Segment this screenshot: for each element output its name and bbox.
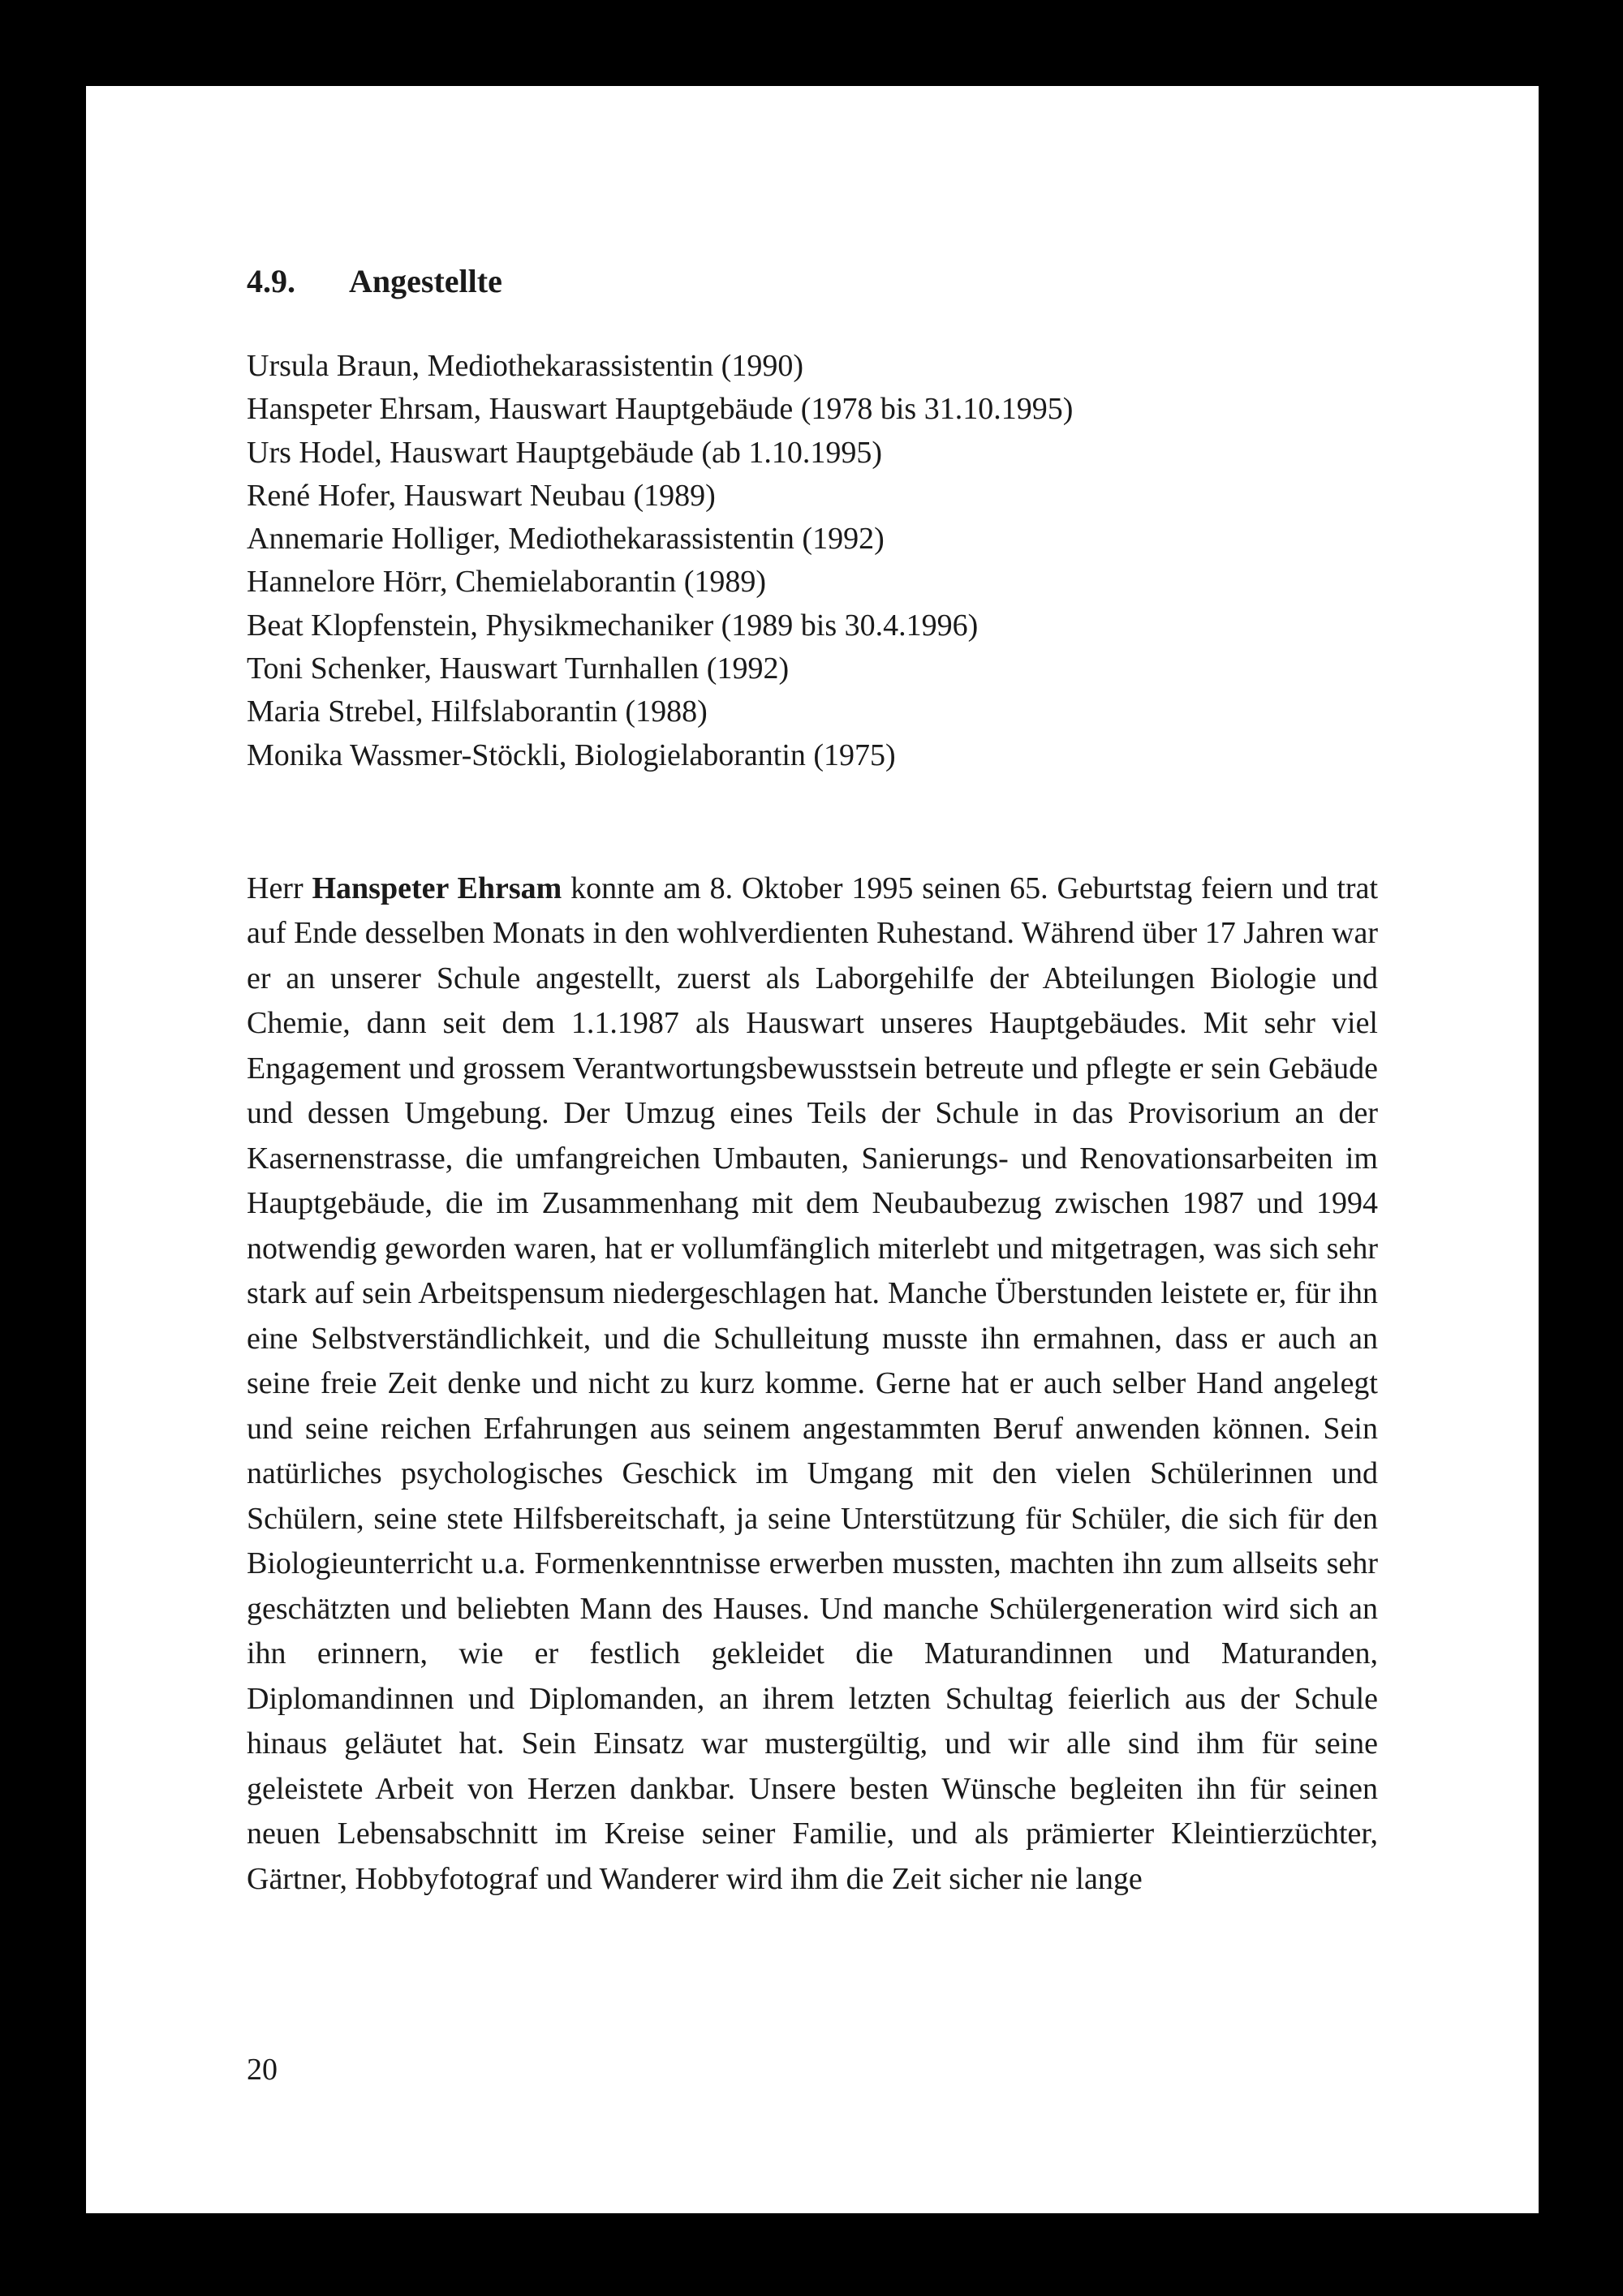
paragraph-lead: Herr bbox=[247, 871, 312, 905]
section-heading bbox=[247, 252, 1378, 311]
page-content bbox=[247, 252, 1378, 1902]
staff-list bbox=[247, 345, 1378, 777]
staff-entry: Urs Hodel, Hauswart Hauptgebäude (ab 1.10.1995) bbox=[247, 435, 883, 470]
staff-entry: Annemarie Holliger, Mediothekarassistentin (1992) bbox=[247, 522, 885, 557]
staff-entry: René Hofer, Hauswart Neubau (1989) bbox=[247, 478, 716, 513]
page-number: 20 bbox=[247, 2053, 278, 2087]
section-title: Angestellte bbox=[349, 263, 502, 299]
staff-entry: Beat Klopfenstein, Physikmechaniker (1989 bis 30.4.1996) bbox=[247, 608, 979, 643]
honoree-name: Hanspeter Ehrsam bbox=[312, 871, 562, 905]
paragraph-body: konnte am 8. Oktober 1995 seinen 65. Geburtstag feiern und trat auf Ende desselben Monats in den wohlverdienten Ruhestand. Während über 17 Jahren war er an unserer Schule angestellt, zuerst als Laborgehilfe der Abteilungen Biologie und Chemie, dann seit dem 1.1.1987 als Hauswart unseres Hauptgebäudes. Mit sehr viel Engagement und grossem Verantwortungsbewusstsein betreute und pflegte er sein Gebäude und dessen Umgebung. Der Umzug eines Teils der Schule in das Provisorium an der Kasernenstrasse, die umfangreichen Umbauten, Sanierungs- und Renovationsarbeiten im Hauptgebäude, die im Zusammenhang mit dem Neubaubezug zwischen 1987 und 1994 notwendig geworden waren, hat er vollumfänglich miterlebt und mitgetragen, was sich sehr stark auf sein Arbeitspensum niedergeschlagen hat. Manche Überstunden leistete er, für ihn eine Selbstverständlichkeit, und die Schulleitung musste ihn ermahnen, dass er auch an seine freie Zeit denke und nicht zu kurz komme. Gerne hat er auch selber Hand angelegt und seine reichen Erfahrungen aus seinem angestammten Beruf anwenden können. Sein natürliches psychologisches Geschick im Umgang mit den vielen Schülerinnen und Schülern, seine stete Hilfsbereitschaft, ja seine Unterstützung für Schüler, die sich für den Biologieunterricht u.a. Formenkenntnisse erwerben mussten, machten ihn zum allseits sehr geschätzten und beliebten Mann des Hauses. Und manche Schülergeneration wird sich an ihn erinnern, wie er festlich gekleidet die Maturandinnen und Maturanden, Diplomandinnen und Diplomanden, an ihrem letzten Schultag feierlich aus der Schule hinaus geläutet hat. Sein Einsatz war mustergültig, und wir alle sind ihm für seine geleistete Arbeit von Herzen dankbar. Unsere besten Wünsche begleiten ihn für seinen neuen Lebensabschnitt im Kreise seiner Familie, und als prämierter Kleintierzüchter, Gärtner, Hobbyfotograf und Wanderer wird ihm die Zeit sicher nie lange bbox=[247, 871, 1379, 1896]
staff-entry: Monika Wassmer-Stöckli, Biologielaborantin (1975) bbox=[247, 737, 896, 772]
document-page bbox=[86, 86, 1539, 2213]
section-number: 4.9. bbox=[247, 263, 295, 299]
tribute-paragraph bbox=[247, 866, 1378, 1903]
staff-entry: Maria Strebel, Hilfslaborantin (1988) bbox=[247, 694, 708, 729]
staff-entry: Hannelore Hörr, Chemielaborantin (1989) bbox=[247, 565, 767, 600]
staff-entry: Ursula Braun, Mediothekarassistentin (1990) bbox=[247, 349, 803, 383]
staff-entry: Hanspeter Ehrsam, Hauswart Hauptgebäude (1978 bis 31.10.1995) bbox=[247, 392, 1074, 427]
staff-entry: Toni Schenker, Hauswart Turnhallen (1992) bbox=[247, 651, 790, 686]
